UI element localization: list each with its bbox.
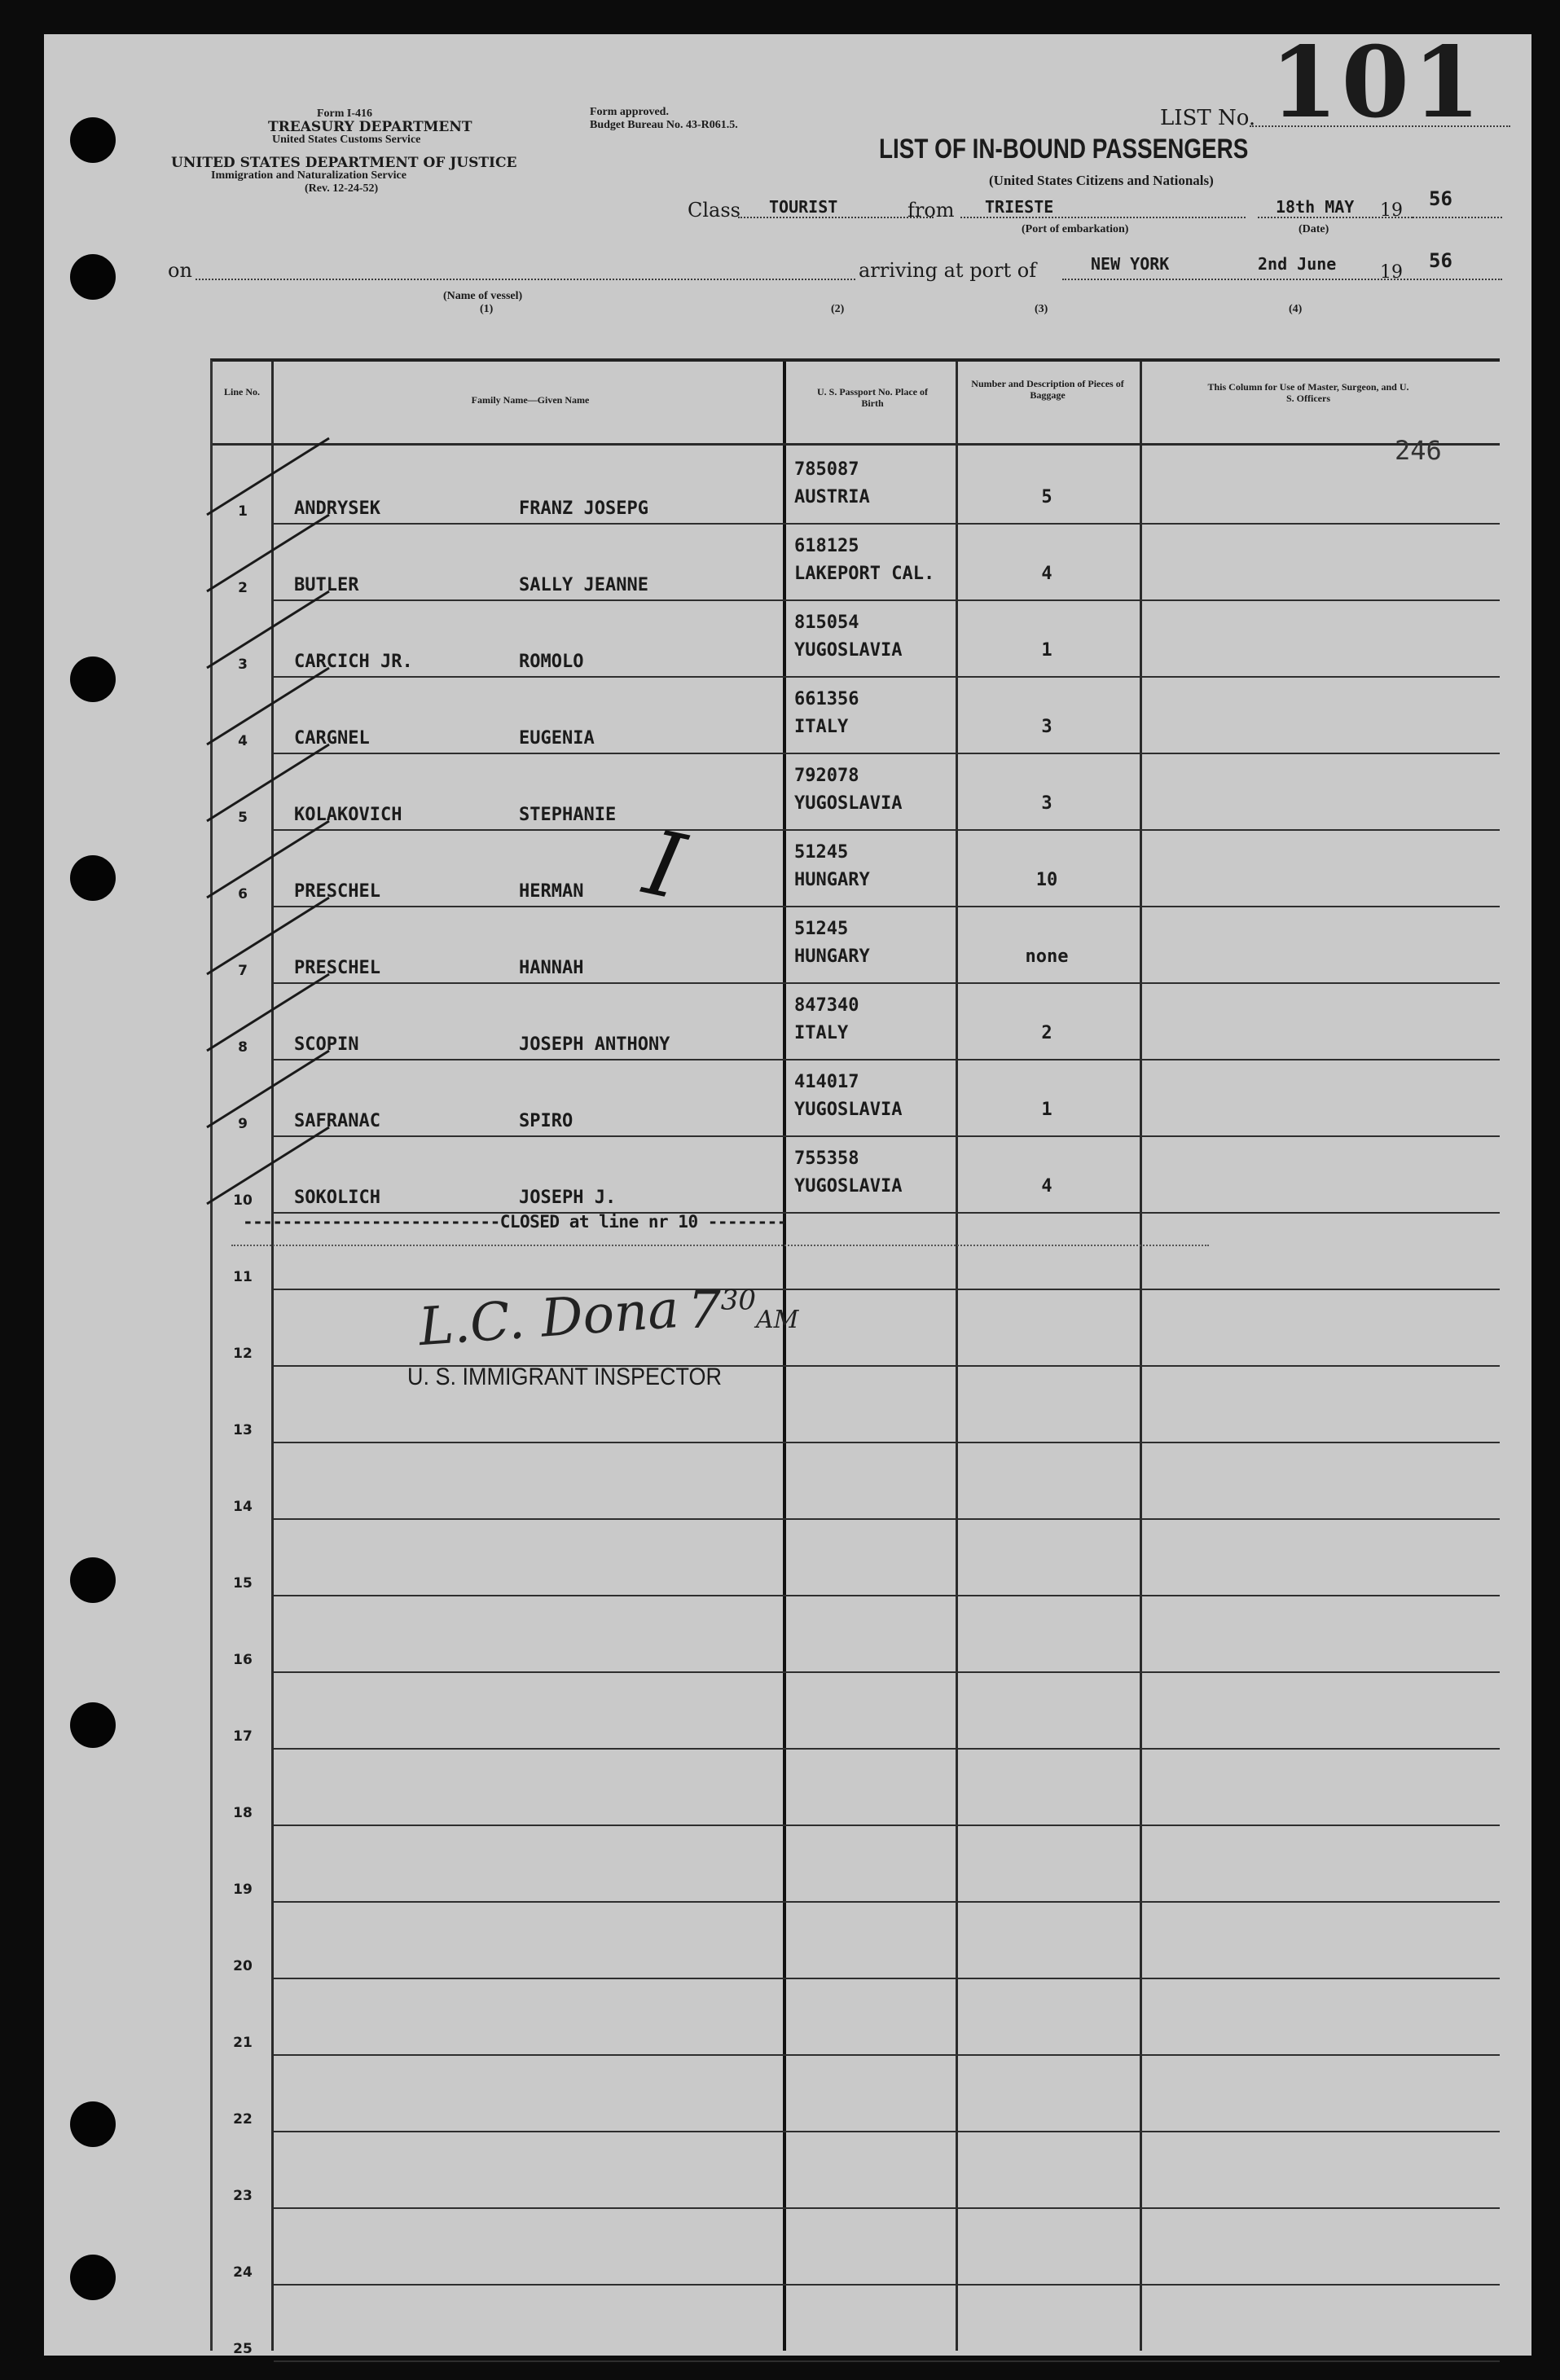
family-name: SOKOLICH — [294, 1188, 380, 1208]
arrival-date: 2nd June — [1258, 254, 1337, 274]
family-name: CARGNEL — [294, 728, 370, 749]
arriving-label: arriving at port of — [859, 259, 1037, 282]
list-no-label: LIST No. — [1160, 106, 1256, 130]
line-number: 11 — [233, 1269, 253, 1285]
given-name: EUGENIA — [519, 728, 595, 749]
line-number: 13 — [233, 1422, 253, 1438]
col-num-4: (4) — [1289, 303, 1303, 315]
year-value: 56 — [1429, 187, 1452, 210]
line-number: 20 — [233, 1958, 253, 1974]
given-name: HANNAH — [519, 958, 584, 978]
baggage-count: 5 — [1041, 487, 1052, 507]
place-of-birth: ITALY — [794, 1023, 849, 1043]
check-mark — [207, 974, 329, 1051]
line-number: 9 — [238, 1116, 248, 1132]
line-number: 14 — [233, 1499, 253, 1515]
check-mark — [207, 1127, 329, 1204]
family-name: SCOPIN — [294, 1034, 359, 1055]
family-name: PRESCHEL — [294, 958, 380, 978]
line-number: 2 — [238, 580, 248, 596]
baggage-count: 3 — [1041, 717, 1052, 737]
passport-number: 847340 — [794, 995, 859, 1016]
arrival-port: NEW YORK — [1091, 254, 1170, 274]
passport-number: 51245 — [794, 919, 849, 939]
col-header-name: Family Name—Given Name — [471, 394, 590, 406]
arrival-year: 56 — [1429, 249, 1452, 272]
line-number: 21 — [233, 2035, 253, 2051]
customs-service: United States Customs Service — [272, 134, 421, 146]
line-number: 4 — [238, 733, 248, 749]
vessel-caption: (Name of vessel) — [443, 290, 523, 302]
family-name: BUTLER — [294, 575, 359, 595]
given-name: FRANZ JOSEPG — [519, 498, 648, 519]
check-mark — [207, 591, 329, 668]
line-number: 19 — [233, 1882, 253, 1898]
line-number: 16 — [233, 1652, 253, 1668]
baggage-count: none — [1025, 946, 1069, 967]
baggage-count: 10 — [1035, 870, 1058, 890]
inspector-signature: L.C. Dona — [416, 1279, 681, 1359]
arrival-year-prefix: 19 — [1380, 262, 1403, 283]
passport-number: 792078 — [794, 766, 859, 786]
passport-number: 661356 — [794, 689, 859, 709]
place-of-birth: ITALY — [794, 717, 849, 737]
passport-number: 755358 — [794, 1148, 859, 1169]
check-mark — [207, 1051, 329, 1127]
passport-number: 785087 — [794, 459, 859, 480]
line-number: 23 — [233, 2188, 253, 2204]
check-mark — [207, 821, 329, 898]
col-num-2: (2) — [831, 303, 845, 315]
col-num-3: (3) — [1035, 303, 1048, 315]
baggage-count: 4 — [1041, 1176, 1052, 1197]
signature-ampm: AM — [755, 1306, 799, 1334]
line-number: 17 — [233, 1728, 253, 1745]
on-label: on — [168, 259, 192, 282]
col-header-officers: This Column for Use of Master, Surgeon, and U. S. Officers — [1207, 381, 1409, 404]
budget-bureau: Budget Bureau No. 43-R061.5. — [590, 119, 738, 131]
given-name: SPIRO — [519, 1111, 573, 1131]
place-of-birth: LAKEPORT CAL. — [794, 564, 935, 584]
check-marks — [44, 25, 1531, 2356]
signature-time-hour: 7 — [688, 1280, 721, 1341]
col-num-1: (1) — [480, 303, 494, 315]
department-of-justice: UNITED STATES DEPARTMENT OF JUSTICE — [171, 155, 517, 171]
check-mark — [207, 744, 329, 821]
from-label: from — [907, 199, 955, 222]
given-name: ROMOLO — [519, 652, 584, 672]
baggage-count: 1 — [1041, 640, 1052, 661]
punch-hole — [70, 656, 116, 702]
col-header-baggage: Number and Description of Pieces of Baggage — [971, 378, 1124, 401]
passport-number: 815054 — [794, 613, 859, 633]
baggage-count: 3 — [1041, 793, 1052, 814]
list-title: LIST OF IN-BOUND PASSENGERS — [879, 134, 1249, 165]
handwritten-mark: I — [636, 810, 693, 920]
form-number: Form I-416 — [317, 108, 373, 120]
place-of-birth: HUNGARY — [794, 870, 870, 890]
place-of-birth: YUGOSLAVIA — [794, 1100, 903, 1120]
treasury-department: TREASURY DEPARTMENT — [268, 119, 472, 135]
line-number: 12 — [233, 1346, 253, 1362]
embarkation-date: 18th MAY — [1276, 197, 1355, 217]
given-name: JOSEPH J. — [519, 1188, 617, 1208]
line-number: 24 — [233, 2264, 253, 2281]
port-embark-caption: (Port of embarkation) — [1022, 223, 1129, 235]
given-name: JOSEPH ANTHONY — [519, 1034, 670, 1055]
date-caption: (Date) — [1299, 223, 1329, 235]
family-name: PRESCHEL — [294, 881, 380, 902]
given-name: SALLY JEANNE — [519, 575, 648, 595]
family-name: ANDRYSEK — [294, 498, 380, 519]
place-of-birth: YUGOSLAVIA — [794, 1176, 903, 1197]
class-label: Class — [688, 199, 740, 222]
punch-hole — [70, 254, 116, 300]
punch-hole — [70, 1702, 116, 1748]
port-of-embarkation: TRIESTE — [985, 197, 1054, 217]
col-header-line: Line No. — [223, 386, 260, 397]
margin-note: 246 — [1395, 435, 1442, 466]
family-name: KOLAKOVICH — [294, 805, 402, 825]
baggage-count: 2 — [1041, 1023, 1052, 1043]
row-rule — [274, 2360, 1500, 2362]
col-header-passport: U. S. Passport No. Place of Birth — [817, 386, 928, 409]
passport-number: 51245 — [794, 842, 849, 863]
line-number: 15 — [233, 1575, 253, 1592]
place-of-birth: AUSTRIA — [794, 487, 870, 507]
baggage-count: 1 — [1041, 1100, 1052, 1120]
signature-time-minutes: 30 — [720, 1284, 756, 1317]
line-number: 5 — [238, 810, 248, 826]
family-name: CARCICH JR. — [294, 652, 413, 672]
punch-hole — [70, 2255, 116, 2300]
given-name: HERMAN — [519, 881, 584, 902]
punch-hole — [70, 2101, 116, 2147]
place-of-birth: YUGOSLAVIA — [794, 793, 903, 814]
check-mark — [207, 515, 329, 591]
list-subtitle: (United States Citizens and Nationals) — [989, 173, 1214, 188]
line-number: 10 — [233, 1192, 253, 1209]
line-number: 25 — [233, 2341, 253, 2357]
inspector-label: U. S. IMMIGRANT INSPECTOR — [407, 1363, 723, 1390]
passport-number: 618125 — [794, 536, 859, 556]
line-number: 22 — [233, 2111, 253, 2128]
check-mark — [207, 898, 329, 974]
line-number: 8 — [238, 1039, 248, 1056]
place-of-birth: HUNGARY — [794, 946, 870, 967]
class-value: TOURIST — [769, 197, 838, 217]
line-number: 6 — [238, 886, 248, 902]
form-approved: Form approved. — [590, 106, 669, 118]
line-number: 1 — [238, 503, 248, 520]
given-name: STEPHANIE — [519, 805, 617, 825]
line-number: 7 — [238, 963, 248, 979]
line-number: 18 — [233, 1805, 253, 1821]
ins-name: Immigration and Naturalization Service — [211, 169, 406, 182]
manifest-page — [44, 25, 1531, 2357]
punch-hole — [70, 855, 116, 901]
revision: (Rev. 12-24-52) — [305, 182, 379, 195]
place-of-birth: YUGOSLAVIA — [794, 640, 903, 661]
baggage-count: 4 — [1041, 564, 1052, 584]
family-name: SAFRANAC — [294, 1111, 380, 1131]
year-prefix: 19 — [1380, 200, 1403, 221]
punch-hole — [70, 117, 116, 163]
line-number: 3 — [238, 656, 248, 673]
punch-hole — [70, 1557, 116, 1603]
list-number: 101 — [1270, 25, 1484, 140]
passport-number: 414017 — [794, 1072, 859, 1092]
check-mark — [207, 438, 329, 515]
closing-note: --------------------------CLOSED at line nr 10 -------- — [243, 1212, 787, 1232]
check-mark — [207, 668, 329, 744]
